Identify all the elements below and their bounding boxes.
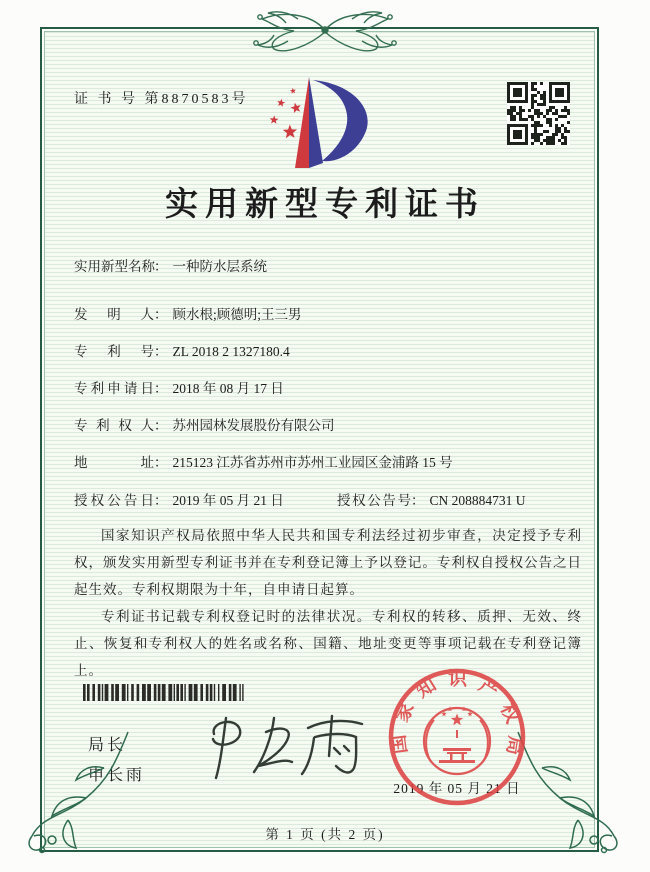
field-value: 215123 江苏省苏州市苏州工业园区金浦路 15 号 xyxy=(172,455,453,470)
top-center-flourish-icon xyxy=(202,3,448,57)
field-value: 苏州园林发展股份有限公司 xyxy=(172,418,335,433)
certificate-title: 实用新型专利证书 xyxy=(165,187,485,223)
bottom-right-flourish-icon xyxy=(512,728,638,860)
barcode-icon xyxy=(83,684,245,701)
legal-text xyxy=(74,522,582,684)
field-row-patent-number xyxy=(74,340,564,360)
bottom-left-flourish-icon xyxy=(8,728,134,860)
field-row-address xyxy=(74,451,564,471)
svg-text:国家知识产权局 xyxy=(387,667,526,757)
page-footer: 第 1 页 (共 2 页) xyxy=(265,827,385,842)
field-label: 专利申请日 xyxy=(74,381,154,396)
field-label: 授权公告号 xyxy=(337,493,411,508)
field-row-name xyxy=(74,255,564,275)
field-colon: ： xyxy=(154,455,168,470)
field-value: 顾水根;顾德明;王三男 xyxy=(172,307,302,322)
field-label: 地址 xyxy=(74,455,154,470)
field-colon: ： xyxy=(154,381,168,396)
field-row-patentee xyxy=(74,414,564,434)
field-colon: ： xyxy=(154,307,168,322)
field-row-inventors xyxy=(74,303,564,323)
field-colon: ： xyxy=(154,259,168,274)
emblem-wreath-icon xyxy=(426,720,488,762)
emblem-gate-icon xyxy=(439,730,475,763)
field-label: 实用新型名称 xyxy=(74,259,155,274)
grant-date-value: 2019 年 05 月 21 日 xyxy=(172,493,284,508)
legal-paragraph-2: 专利证书记载专利权登记时的法律状况。专利权的转移、质押、无效、终止、恢复和专利权人的姓名或名称、国籍、地址变更等事项记载在专利登记簿上。 xyxy=(74,609,582,678)
field-colon: ： xyxy=(154,418,168,433)
signer-name: 申长雨 xyxy=(88,767,146,784)
signer-title: 局长 xyxy=(88,737,127,754)
field-colon: ： xyxy=(154,344,168,359)
seal-ring-text: 国家知识产权局 xyxy=(388,669,526,757)
seal-date: 2019 年 05 月 21 日 xyxy=(393,781,521,796)
grant-number-value: CN 208884731 U xyxy=(429,493,526,508)
field-label: 专利权人 xyxy=(74,418,154,433)
field-colon: ： xyxy=(411,493,425,508)
field-colon: ： xyxy=(154,493,168,508)
qr-code-icon xyxy=(507,82,570,145)
field-label: 发明人 xyxy=(74,307,154,322)
grant-number-group xyxy=(337,489,526,509)
field-row-filing-date xyxy=(74,377,564,397)
field-label: 授权公告日 xyxy=(74,493,154,508)
field-label: 专利号 xyxy=(74,344,154,359)
legal-paragraph-1: 国家知识产权局依照中华人民共和国专利法经过初步审查，决定授予专利权，颁发实用新型专利证书并在专利登记簿上予以登记。专利权自授权公告之日起生效。专利权期限为十年，自申请日起算。 xyxy=(74,528,582,597)
field-row-grant xyxy=(74,489,564,509)
cnipa-seal-icon xyxy=(384,664,530,810)
field-value: ZL 2018 2 1327180.4 xyxy=(172,344,290,359)
cnipa-logo-icon xyxy=(250,71,395,176)
field-value: 2018 年 08 月 17 日 xyxy=(172,381,284,396)
certificate-number: 证 书 号 第8870583号 xyxy=(74,92,249,107)
field-value: 一种防水层系统 xyxy=(172,259,267,274)
signature-handwriting-icon xyxy=(196,706,386,791)
